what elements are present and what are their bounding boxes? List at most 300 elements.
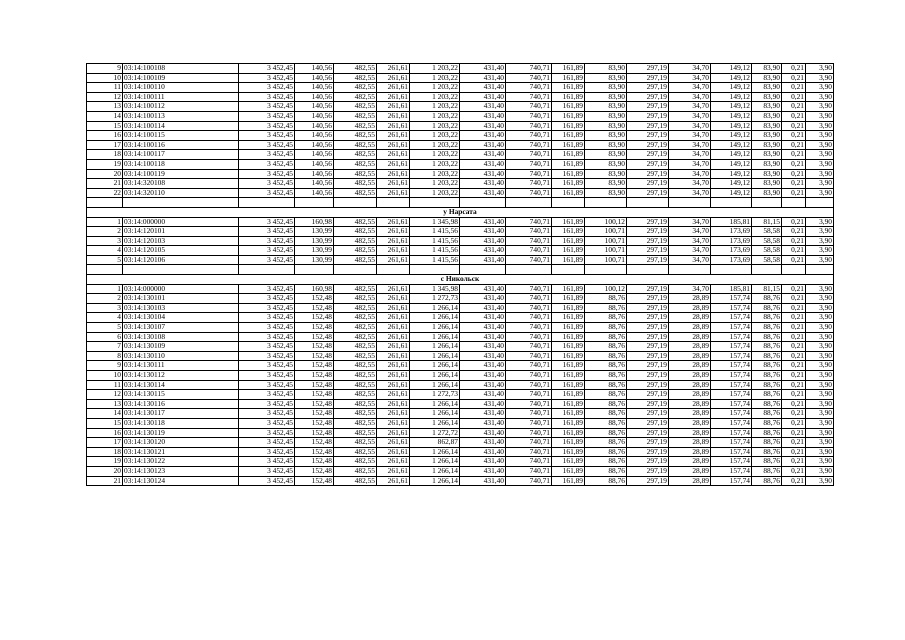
value-cell: 3 452,45 xyxy=(239,73,295,83)
value-cell: 261,61 xyxy=(377,188,410,198)
value-cell: 161,89 xyxy=(552,428,585,438)
value-cell: 88,76 xyxy=(585,294,627,304)
value-cell: 297,19 xyxy=(627,92,669,102)
value-cell: 482,55 xyxy=(334,447,377,457)
value-cell: 297,19 xyxy=(627,73,669,83)
value-cell: 157,74 xyxy=(711,438,752,448)
value-cell: 0,21 xyxy=(782,323,806,333)
row-number-cell: 13 xyxy=(87,399,123,409)
value-cell: 1 203,22 xyxy=(410,73,460,83)
value-cell: 0,21 xyxy=(782,188,806,198)
value-cell: 431,40 xyxy=(460,217,506,227)
value-cell: 100,12 xyxy=(585,284,627,294)
value-cell: 740,71 xyxy=(506,313,552,323)
value-cell: 3 452,45 xyxy=(239,438,295,448)
value-cell: 1 266,14 xyxy=(410,303,460,313)
value-cell: 157,74 xyxy=(711,294,752,304)
table-row xyxy=(87,131,834,141)
value-cell: 161,89 xyxy=(552,399,585,409)
value-cell: 88,76 xyxy=(585,399,627,409)
value-cell: 0,21 xyxy=(782,351,806,361)
value-cell: 0,21 xyxy=(782,255,806,265)
value-cell: 173,69 xyxy=(711,227,752,237)
value-cell: 83,90 xyxy=(585,179,627,189)
value-cell: 297,19 xyxy=(627,390,669,400)
value-cell: 3,90 xyxy=(806,92,834,102)
value-cell: 1 203,22 xyxy=(410,83,460,93)
value-cell: 431,40 xyxy=(460,466,506,476)
value-cell: 88,76 xyxy=(752,342,782,352)
value-cell: 740,71 xyxy=(506,246,552,256)
value-cell: 740,71 xyxy=(506,111,552,121)
value-cell: 482,55 xyxy=(334,457,377,467)
value-cell: 3 452,45 xyxy=(239,380,295,390)
value-cell: 297,19 xyxy=(627,227,669,237)
value-cell: 431,40 xyxy=(460,342,506,352)
value-cell: 0,21 xyxy=(782,236,806,246)
value-cell: 157,74 xyxy=(711,351,752,361)
value-cell: 152,48 xyxy=(295,332,334,342)
value-cell: 83,90 xyxy=(752,169,782,179)
cadastral-number-cell: 03:14:000000 xyxy=(123,284,239,294)
cadastral-number-cell: 03:14:130103 xyxy=(123,303,239,313)
cadastral-number-cell: 03:14:130111 xyxy=(123,361,239,371)
value-cell: 297,19 xyxy=(627,159,669,169)
value-cell: 1 345,98 xyxy=(410,284,460,294)
row-number-cell: 21 xyxy=(87,476,123,486)
value-cell: 431,40 xyxy=(460,140,506,150)
value-cell: 140,56 xyxy=(295,131,334,141)
table-row xyxy=(87,150,834,160)
value-cell: 261,61 xyxy=(377,361,410,371)
value-cell: 740,71 xyxy=(506,399,552,409)
value-cell: 83,90 xyxy=(752,188,782,198)
row-number-cell: 17 xyxy=(87,140,123,150)
cadastral-number-cell: 03:14:130124 xyxy=(123,476,239,486)
value-cell: 297,19 xyxy=(627,188,669,198)
value-cell: 740,71 xyxy=(506,92,552,102)
value-cell: 34,70 xyxy=(669,92,711,102)
value-cell: 0,21 xyxy=(782,121,806,131)
table-row xyxy=(87,246,834,256)
value-cell: 140,56 xyxy=(295,179,334,189)
value-cell: 3,90 xyxy=(806,179,834,189)
empty-cell xyxy=(295,198,334,208)
table-row xyxy=(87,236,834,246)
value-cell: 261,61 xyxy=(377,332,410,342)
value-cell: 88,76 xyxy=(585,361,627,371)
row-number-cell: 14 xyxy=(87,409,123,419)
row-number-cell: 11 xyxy=(87,83,123,93)
value-cell: 261,61 xyxy=(377,246,410,256)
value-cell: 482,55 xyxy=(334,246,377,256)
value-cell: 157,74 xyxy=(711,428,752,438)
cadastral-number-cell: 03:14:100119 xyxy=(123,169,239,179)
value-cell: 261,61 xyxy=(377,476,410,486)
value-cell: 81,15 xyxy=(752,284,782,294)
value-cell: 297,19 xyxy=(627,438,669,448)
value-cell: 3,90 xyxy=(806,140,834,150)
value-cell: 28,89 xyxy=(669,428,711,438)
value-cell: 1 415,56 xyxy=(410,255,460,265)
value-cell: 140,56 xyxy=(295,92,334,102)
value-cell: 1 266,14 xyxy=(410,457,460,467)
value-cell: 157,74 xyxy=(711,409,752,419)
value-cell: 431,40 xyxy=(460,179,506,189)
tariff-table-body xyxy=(87,64,834,486)
value-cell: 297,19 xyxy=(627,294,669,304)
value-cell: 152,48 xyxy=(295,380,334,390)
value-cell: 0,21 xyxy=(782,73,806,83)
value-cell: 740,71 xyxy=(506,476,552,486)
cadastral-number-cell: 03:14:130117 xyxy=(123,409,239,419)
value-cell: 88,76 xyxy=(585,390,627,400)
value-cell: 3 452,45 xyxy=(239,246,295,256)
cadastral-number-cell: 03:14:120105 xyxy=(123,246,239,256)
value-cell: 0,21 xyxy=(782,428,806,438)
value-cell: 34,70 xyxy=(669,227,711,237)
value-cell: 28,89 xyxy=(669,476,711,486)
value-cell: 157,74 xyxy=(711,303,752,313)
value-cell: 740,71 xyxy=(506,447,552,457)
value-cell: 482,55 xyxy=(334,361,377,371)
cadastral-number-cell: 03:14:130123 xyxy=(123,466,239,476)
value-cell: 88,76 xyxy=(752,428,782,438)
value-cell: 28,89 xyxy=(669,438,711,448)
value-cell: 157,74 xyxy=(711,447,752,457)
value-cell: 431,40 xyxy=(460,294,506,304)
value-cell: 34,70 xyxy=(669,64,711,74)
value-cell: 482,55 xyxy=(334,73,377,83)
empty-cell xyxy=(87,198,123,208)
value-cell: 58,58 xyxy=(752,227,782,237)
value-cell: 297,19 xyxy=(627,131,669,141)
row-number-cell: 3 xyxy=(87,236,123,246)
value-cell: 3 452,45 xyxy=(239,294,295,304)
value-cell: 88,76 xyxy=(585,457,627,467)
value-cell: 1 266,14 xyxy=(410,323,460,333)
value-cell: 161,89 xyxy=(552,92,585,102)
value-cell: 1 203,22 xyxy=(410,64,460,74)
value-cell: 261,61 xyxy=(377,457,410,467)
value-cell: 3,90 xyxy=(806,83,834,93)
value-cell: 140,56 xyxy=(295,102,334,112)
value-cell: 0,21 xyxy=(782,159,806,169)
value-cell: 3,90 xyxy=(806,342,834,352)
value-cell: 482,55 xyxy=(334,255,377,265)
value-cell: 1 266,14 xyxy=(410,409,460,419)
value-cell: 261,61 xyxy=(377,466,410,476)
value-cell: 140,56 xyxy=(295,150,334,160)
value-cell: 482,55 xyxy=(334,102,377,112)
value-cell: 740,71 xyxy=(506,64,552,74)
value-cell: 297,19 xyxy=(627,255,669,265)
value-cell: 0,21 xyxy=(782,150,806,160)
value-cell: 3,90 xyxy=(806,351,834,361)
value-cell: 83,90 xyxy=(585,73,627,83)
empty-cell xyxy=(123,265,239,275)
value-cell: 152,48 xyxy=(295,342,334,352)
value-cell: 88,76 xyxy=(585,313,627,323)
value-cell: 88,76 xyxy=(585,351,627,361)
row-number-cell: 21 xyxy=(87,179,123,189)
value-cell: 431,40 xyxy=(460,476,506,486)
value-cell: 152,48 xyxy=(295,418,334,428)
cadastral-number-cell: 03:14:100112 xyxy=(123,102,239,112)
table-row xyxy=(87,399,834,409)
value-cell: 3,90 xyxy=(806,390,834,400)
value-cell: 161,89 xyxy=(552,371,585,381)
value-cell: 1 266,14 xyxy=(410,380,460,390)
row-number-cell: 7 xyxy=(87,342,123,352)
cadastral-number-cell: 03:14:100117 xyxy=(123,150,239,160)
value-cell: 482,55 xyxy=(334,476,377,486)
value-cell: 157,74 xyxy=(711,457,752,467)
value-cell: 261,61 xyxy=(377,390,410,400)
value-cell: 0,21 xyxy=(782,361,806,371)
value-cell: 161,89 xyxy=(552,169,585,179)
value-cell: 1 272,73 xyxy=(410,390,460,400)
value-cell: 88,76 xyxy=(585,476,627,486)
value-cell: 3,90 xyxy=(806,236,834,246)
value-cell: 0,21 xyxy=(782,342,806,352)
cadastral-number-cell: 03:14:120103 xyxy=(123,236,239,246)
value-cell: 297,19 xyxy=(627,428,669,438)
empty-cell xyxy=(334,198,377,208)
value-cell: 152,48 xyxy=(295,351,334,361)
value-cell: 0,21 xyxy=(782,217,806,227)
value-cell: 431,40 xyxy=(460,284,506,294)
value-cell: 88,76 xyxy=(752,409,782,419)
value-cell: 431,40 xyxy=(460,188,506,198)
value-cell: 261,61 xyxy=(377,131,410,141)
value-cell: 740,71 xyxy=(506,255,552,265)
value-cell: 161,89 xyxy=(552,418,585,428)
value-cell: 161,89 xyxy=(552,102,585,112)
value-cell: 83,90 xyxy=(752,150,782,160)
value-cell: 0,21 xyxy=(782,102,806,112)
empty-cell xyxy=(87,265,123,275)
value-cell: 482,55 xyxy=(334,390,377,400)
separator-row xyxy=(87,265,834,275)
value-cell: 3 452,45 xyxy=(239,102,295,112)
value-cell: 140,56 xyxy=(295,111,334,121)
value-cell: 3 452,45 xyxy=(239,236,295,246)
empty-cell xyxy=(410,265,460,275)
value-cell: 161,89 xyxy=(552,255,585,265)
empty-cell xyxy=(752,265,782,275)
value-cell: 149,12 xyxy=(711,140,752,150)
value-cell: 88,76 xyxy=(585,303,627,313)
value-cell: 261,61 xyxy=(377,73,410,83)
empty-cell xyxy=(711,198,752,208)
value-cell: 431,40 xyxy=(460,150,506,160)
cadastral-number-cell: 03:14:100113 xyxy=(123,111,239,121)
value-cell: 152,48 xyxy=(295,399,334,409)
value-cell: 3 452,45 xyxy=(239,447,295,457)
empty-cell xyxy=(377,265,410,275)
row-number-cell: 1 xyxy=(87,284,123,294)
value-cell: 3,90 xyxy=(806,131,834,141)
value-cell: 88,76 xyxy=(585,342,627,352)
value-cell: 1 345,98 xyxy=(410,217,460,227)
row-number-cell: 13 xyxy=(87,102,123,112)
value-cell: 297,19 xyxy=(627,399,669,409)
value-cell: 261,61 xyxy=(377,351,410,361)
value-cell: 0,21 xyxy=(782,418,806,428)
value-cell: 431,40 xyxy=(460,246,506,256)
value-cell: 3,90 xyxy=(806,409,834,419)
row-number-cell: 9 xyxy=(87,361,123,371)
value-cell: 140,56 xyxy=(295,121,334,131)
value-cell: 297,19 xyxy=(627,83,669,93)
value-cell: 297,19 xyxy=(627,313,669,323)
value-cell: 740,71 xyxy=(506,457,552,467)
value-cell: 3,90 xyxy=(806,303,834,313)
table-row xyxy=(87,140,834,150)
value-cell: 740,71 xyxy=(506,169,552,179)
value-cell: 161,89 xyxy=(552,294,585,304)
value-cell: 160,98 xyxy=(295,217,334,227)
value-cell: 0,21 xyxy=(782,409,806,419)
value-cell: 261,61 xyxy=(377,342,410,352)
value-cell: 28,89 xyxy=(669,418,711,428)
value-cell: 83,90 xyxy=(585,150,627,160)
value-cell: 261,61 xyxy=(377,92,410,102)
value-cell: 152,48 xyxy=(295,476,334,486)
value-cell: 152,48 xyxy=(295,447,334,457)
empty-cell xyxy=(506,265,552,275)
section-header-row xyxy=(87,207,834,217)
value-cell: 157,74 xyxy=(711,313,752,323)
value-cell: 431,40 xyxy=(460,64,506,74)
value-cell: 88,76 xyxy=(585,418,627,428)
value-cell: 740,71 xyxy=(506,323,552,333)
value-cell: 261,61 xyxy=(377,418,410,428)
table-row xyxy=(87,428,834,438)
value-cell: 161,89 xyxy=(552,332,585,342)
value-cell: 482,55 xyxy=(334,64,377,74)
value-cell: 482,55 xyxy=(334,92,377,102)
value-cell: 152,48 xyxy=(295,361,334,371)
value-cell: 88,76 xyxy=(752,390,782,400)
value-cell: 297,19 xyxy=(627,371,669,381)
value-cell: 157,74 xyxy=(711,380,752,390)
value-cell: 297,19 xyxy=(627,150,669,160)
value-cell: 140,56 xyxy=(295,169,334,179)
value-cell: 431,40 xyxy=(460,323,506,333)
cadastral-number-cell: 03:14:130120 xyxy=(123,438,239,448)
cadastral-number-cell: 03:14:100115 xyxy=(123,131,239,141)
empty-cell xyxy=(552,265,585,275)
table-row xyxy=(87,159,834,169)
value-cell: 431,40 xyxy=(460,361,506,371)
value-cell: 1 266,14 xyxy=(410,476,460,486)
value-cell: 0,21 xyxy=(782,313,806,323)
value-cell: 3,90 xyxy=(806,457,834,467)
value-cell: 261,61 xyxy=(377,111,410,121)
value-cell: 161,89 xyxy=(552,323,585,333)
table-row xyxy=(87,188,834,198)
table-row xyxy=(87,361,834,371)
value-cell: 261,61 xyxy=(377,399,410,409)
value-cell: 161,89 xyxy=(552,466,585,476)
value-cell: 482,55 xyxy=(334,409,377,419)
value-cell: 140,56 xyxy=(295,73,334,83)
value-cell: 297,19 xyxy=(627,466,669,476)
tariff-table xyxy=(86,63,834,486)
value-cell: 3 452,45 xyxy=(239,284,295,294)
value-cell: 740,71 xyxy=(506,371,552,381)
table-row xyxy=(87,303,834,313)
value-cell: 3,90 xyxy=(806,323,834,333)
value-cell: 83,90 xyxy=(752,179,782,189)
value-cell: 0,21 xyxy=(782,140,806,150)
value-cell: 88,76 xyxy=(752,438,782,448)
cadastral-number-cell: 03:14:100116 xyxy=(123,140,239,150)
value-cell: 740,71 xyxy=(506,159,552,169)
value-cell: 161,89 xyxy=(552,179,585,189)
value-cell: 152,48 xyxy=(295,323,334,333)
value-cell: 3 452,45 xyxy=(239,121,295,131)
empty-cell xyxy=(295,265,334,275)
value-cell: 3,90 xyxy=(806,73,834,83)
value-cell: 297,19 xyxy=(627,284,669,294)
row-number-cell: 19 xyxy=(87,159,123,169)
value-cell: 149,12 xyxy=(711,169,752,179)
cadastral-number-cell: 03:14:100114 xyxy=(123,121,239,131)
value-cell: 482,55 xyxy=(334,332,377,342)
table-row xyxy=(87,64,834,74)
value-cell: 3,90 xyxy=(806,217,834,227)
value-cell: 88,76 xyxy=(752,447,782,457)
value-cell: 1 266,14 xyxy=(410,332,460,342)
value-cell: 0,21 xyxy=(782,83,806,93)
row-number-cell: 9 xyxy=(87,64,123,74)
value-cell: 1 415,56 xyxy=(410,236,460,246)
value-cell: 34,70 xyxy=(669,236,711,246)
value-cell: 431,40 xyxy=(460,83,506,93)
value-cell: 157,74 xyxy=(711,466,752,476)
value-cell: 28,89 xyxy=(669,323,711,333)
empty-cell xyxy=(711,265,752,275)
cadastral-number-cell: 03:14:130115 xyxy=(123,390,239,400)
value-cell: 297,19 xyxy=(627,111,669,121)
value-cell: 0,21 xyxy=(782,284,806,294)
value-cell: 297,19 xyxy=(627,179,669,189)
value-cell: 297,19 xyxy=(627,332,669,342)
value-cell: 149,12 xyxy=(711,83,752,93)
value-cell: 862,87 xyxy=(410,438,460,448)
value-cell: 83,90 xyxy=(585,83,627,93)
value-cell: 1 203,22 xyxy=(410,179,460,189)
value-cell: 431,40 xyxy=(460,227,506,237)
value-cell: 1 203,22 xyxy=(410,159,460,169)
value-cell: 0,21 xyxy=(782,457,806,467)
value-cell: 3 452,45 xyxy=(239,179,295,189)
value-cell: 3 452,45 xyxy=(239,150,295,160)
empty-cell xyxy=(782,198,806,208)
value-cell: 431,40 xyxy=(460,159,506,169)
value-cell: 34,70 xyxy=(669,111,711,121)
value-cell: 3,90 xyxy=(806,399,834,409)
cadastral-number-cell: 03:14:130104 xyxy=(123,313,239,323)
value-cell: 3 452,45 xyxy=(239,418,295,428)
value-cell: 88,76 xyxy=(585,428,627,438)
value-cell: 740,71 xyxy=(506,236,552,246)
value-cell: 161,89 xyxy=(552,390,585,400)
value-cell: 3,90 xyxy=(806,150,834,160)
